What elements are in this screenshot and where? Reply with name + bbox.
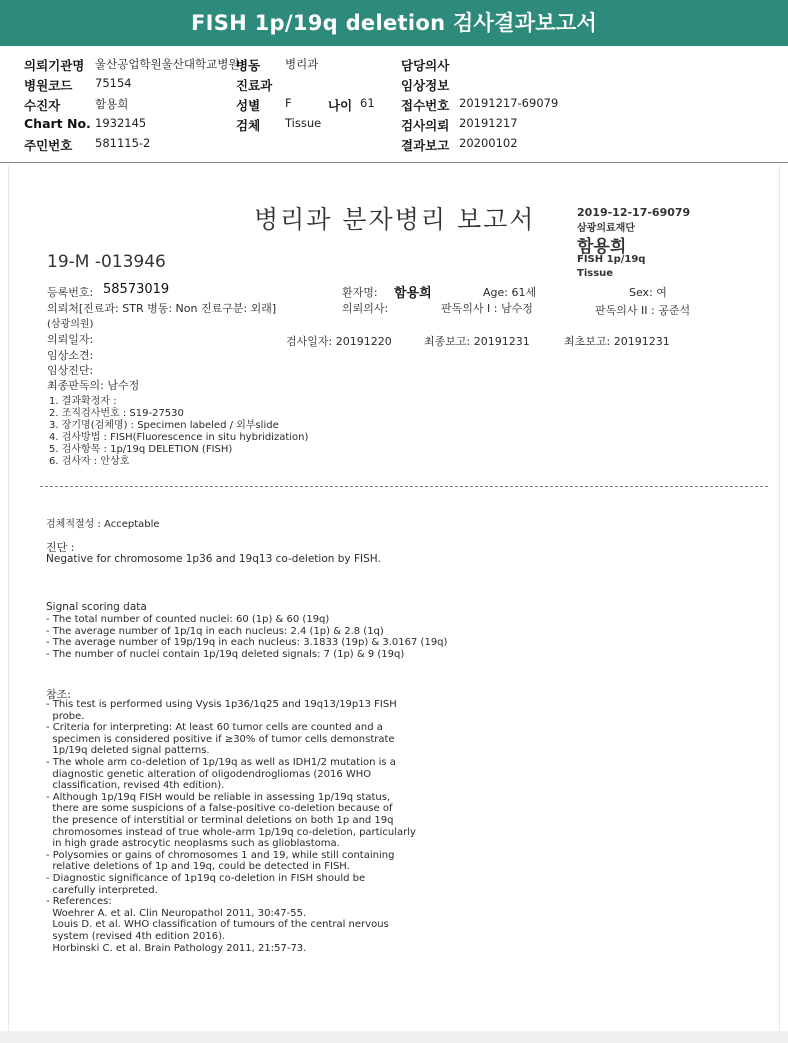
label-result-report: 결과보고 (401, 138, 450, 153)
signal-line: - The average number of 19p/19q in each nucleus: 3.1833 (19p) & 3.0167 (19q) (46, 637, 448, 648)
clinical-diagnosis: 임상진단: (47, 364, 94, 377)
header-divider (0, 162, 788, 163)
reference-line: relative deletions of 1p and 19q, could be detected in FISH. (46, 861, 350, 873)
institution-name: (삼광의원) (47, 319, 94, 330)
list-item: 4. 검사방법 : FISH(Fluorescence in situ hybridization) (49, 432, 309, 443)
reference-line: in high grade astrocytic neoplasms such as glioblastoma. (46, 838, 340, 850)
patient-name-label: 환자명: (342, 286, 378, 299)
report-title: FISH 1p/19q deletion 검사결과보고서 (190, 11, 598, 35)
patient-info-grid (0, 52, 788, 160)
label-resident-no: 주민번호 (24, 138, 73, 153)
reference-line: system (revised 4th edition 2016). (46, 931, 226, 942)
first-report-date: 최초보고: 20191231 (564, 335, 670, 348)
label-request-date: 검사의뢰 (401, 118, 450, 133)
label-institution: 의뢰기관명 (24, 58, 85, 73)
reference-line: probe. (46, 710, 85, 722)
reference-line: - References: (46, 896, 112, 908)
diagnosis-text: Negative for chromosome 1p36 and 19q13 co-deletion by FISH. (46, 553, 381, 565)
stamp-test: FISH 1p/19q (577, 254, 646, 265)
value-hospital-code: 75154 (95, 76, 132, 90)
signal-line: - The average number of 1p/1q in each nucleus: 2.4 (1p) & 2.8 (1q) (46, 625, 384, 637)
reference-line: classification, revised 4th edition). (46, 780, 225, 792)
patient-sex: Sex: 여 (629, 286, 667, 299)
registration-number: 58573019 (103, 282, 170, 297)
reference-line: 1p/19q deleted signal patterns. (46, 745, 210, 757)
reference-line: specimen is considered positive if ≥30% of tumor cells demonstrate (46, 733, 395, 745)
request-date: 의뢰일자: (47, 333, 94, 346)
list-item: 5. 검사항목 : 1p/19q DELETION (FISH) (49, 444, 233, 455)
label-hospital-code: 병원코드 (24, 78, 73, 93)
reference-line: - Criteria for interpreting: At least 60 tumor cells are counted and a (46, 722, 383, 734)
clinical-findings: 임상소견: (47, 349, 94, 362)
value-ward: 병리과 (285, 57, 319, 71)
reference-line: - Polysomies or gains of chromosomes 1 and 19, while still containing (46, 849, 395, 861)
reference-line: Louis D. et al. WHO classification of tumours of the central nervous (46, 919, 389, 931)
value-patient: 함용희 (95, 97, 129, 111)
label-specimen: 검체 (236, 118, 261, 133)
label-patient: 수진자 (24, 98, 61, 113)
pathologist-1: 판독의사 I : 남수정 (441, 302, 533, 315)
value-resident-no: 581115-2 (95, 136, 151, 150)
reference-line: Horbinski C. et al. Brain Pathology 2011, 21:57-73. (46, 942, 307, 954)
reference-line: carefully interpreted. (46, 884, 158, 896)
report-header-bar (0, 0, 788, 46)
exam-date: 검사일자: 20191220 (286, 335, 392, 348)
pathologist-2: 판독의사 II : 공준석 (595, 304, 691, 317)
list-item: 3. 장기명(검체명) : Specimen labeled / 외부slide (49, 420, 279, 431)
stamp-name: 함용희 (577, 237, 627, 257)
signal-line: - The total number of counted nuclei: 60 (1p) & 60 (19q) (46, 614, 330, 625)
dashed-separator (40, 486, 768, 487)
diagnosis-label: 진단 : (46, 541, 75, 554)
label-receipt-no: 접수번호 (401, 98, 450, 113)
label-doctor: 담당의사 (401, 58, 450, 73)
reference-line: the presence of interstitial or terminal deletions on both 1p and 19q (46, 815, 394, 826)
reference-line: - Although 1p/19q FISH would be reliable in assessing 1p/19q status, (46, 791, 391, 803)
label-ward: 병동 (236, 58, 261, 73)
page-bottom-strip (0, 1031, 788, 1043)
label-chart-no: Chart No. (24, 116, 91, 131)
reference-line: Woehrer A. et al. Clin Neuropathol 2011, 30:47-55. (46, 907, 307, 919)
patient-name: 함용희 (394, 286, 432, 301)
value-age: 61 (360, 96, 375, 110)
list-item: 1. 결과확정자 : (49, 396, 117, 407)
reference-line: - Diagnostic significance of 1p19q co-deletion in FISH should be (46, 873, 366, 884)
label-clinical-info: 임상정보 (401, 78, 450, 93)
patient-age: Age: 61세 (483, 286, 537, 299)
reference-line: there are some suspicions of a false-positive co-deletion because of (46, 803, 393, 815)
stamp-specimen: Tissue (577, 268, 614, 279)
value-result-report: 20200102 (459, 136, 518, 150)
value-specimen: Tissue (285, 116, 322, 130)
value-request-date: 20191217 (459, 116, 518, 130)
label-age: 나이 (328, 98, 353, 113)
stamp-number: 2019-12-17-69079 (577, 206, 691, 219)
referring-doctor: 의뢰의사: (342, 302, 389, 315)
reference-line: - The whole arm co-deletion of 1p/19q as well as IDH1/2 mutation is a (46, 757, 396, 768)
stamp-org: 삼광의료재단 (577, 223, 635, 234)
value-sex: F (285, 96, 292, 110)
registration-label: 등록번호: (47, 286, 94, 299)
list-item: 2. 조직검사번호 : S19-27530 (49, 408, 184, 419)
list-item: 6. 검사자 : 안상호 (49, 456, 130, 467)
reference-line: - This test is performed using Vysis 1p36/1q25 and 19q13/19p13 FISH (46, 699, 397, 710)
reference-label: 참조: (46, 688, 71, 701)
signal-scoring-title: Signal scoring data (46, 601, 147, 613)
reference-line: chromosomes instead of true whole-arm 1p/19q co-deletion, particularly (46, 826, 416, 838)
label-sex: 성별 (236, 98, 261, 113)
final-pathologist: 최종판독의: 남수정 (47, 379, 140, 392)
scanned-report-title: 병리과 분자병리 보고서 (254, 205, 536, 234)
final-report-date: 최종보고: 20191231 (424, 335, 530, 348)
referral-info: 의뢰처[진료과: STR 병동: Non 진료구분: 외래] (47, 302, 277, 315)
specimen-adequacy: 검체적절성 : Acceptable (46, 519, 160, 530)
reference-line: diagnostic genetic alteration of oligodendrogliomas (2016 WHO (46, 768, 372, 780)
value-chart-no: 1932145 (95, 116, 147, 130)
label-department: 진료과 (236, 78, 273, 93)
value-receipt-no: 20191217-69079 (459, 96, 559, 110)
value-institution: 울산공업학원울산대학교병원 (95, 57, 240, 71)
signal-line: - The number of nuclei contain 1p/19q deleted signals: 7 (1p) & 9 (19q) (46, 648, 405, 660)
case-number: 19-M -013946 (47, 252, 166, 272)
